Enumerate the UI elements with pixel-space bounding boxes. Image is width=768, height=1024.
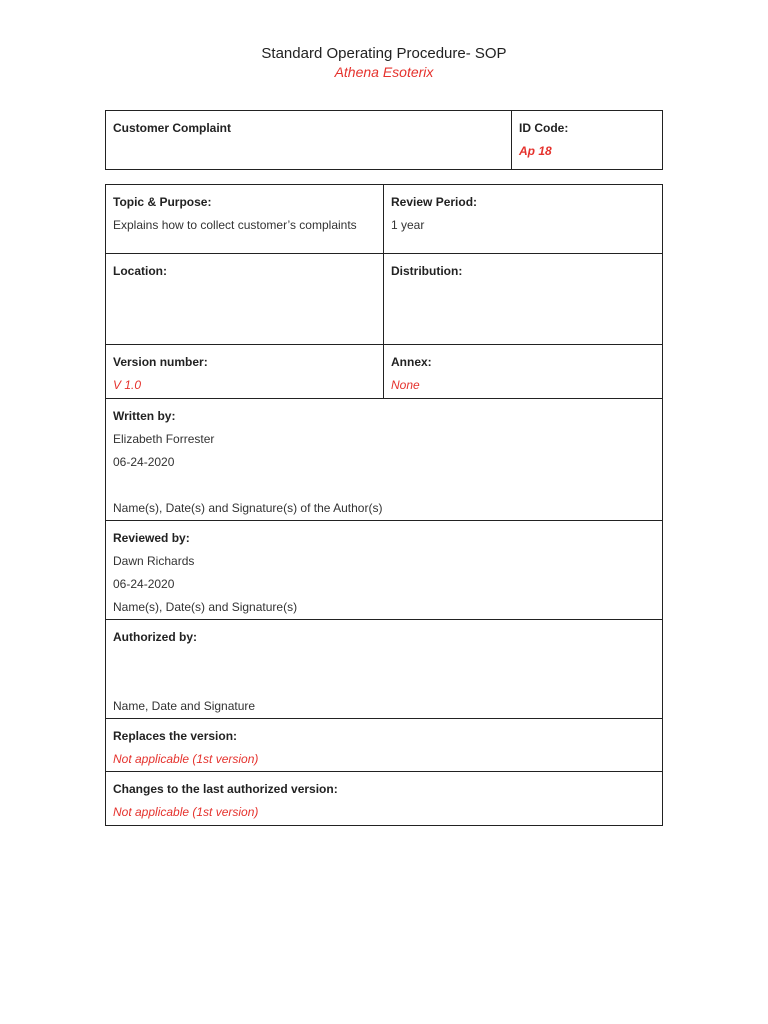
changes-cell: [106, 772, 663, 826]
changes-label: Changes to the last authorized version:: [113, 782, 338, 796]
authorized-by-cell: [106, 620, 663, 719]
replaces-version-cell: [106, 719, 663, 772]
reviewed-by-caption: Name(s), Date(s) and Signature(s): [113, 600, 298, 614]
reviewed-by-name: Dawn Richards: [113, 554, 195, 568]
title-block-table: [105, 110, 663, 170]
id-code-label: ID Code:: [519, 121, 569, 135]
annex-value: None: [391, 378, 420, 392]
written-by-label: Written by:: [113, 409, 176, 423]
changes-value: Not applicable (1st version): [113, 805, 259, 819]
written-by-spacer: [113, 474, 655, 497]
written-by-date: 06-24-2020: [113, 455, 175, 469]
written-by-cell: [106, 399, 663, 521]
company-name: Athena Esoterix: [334, 64, 434, 80]
document-title: Standard Operating Procedure- SOP: [261, 45, 507, 62]
reviewed-by-label: Reviewed by:: [113, 531, 190, 545]
authorized-by-label: Authorized by:: [113, 630, 197, 644]
written-by-caption: Name(s), Date(s) and Signature(s) of the Author(s): [113, 501, 383, 515]
location-cell: [106, 254, 384, 345]
reviewed-by-cell: [106, 521, 663, 620]
replaces-version-label: Replaces the version:: [113, 729, 238, 743]
topic-purpose-cell: [106, 185, 384, 254]
topic-purpose-value: Explains how to collect customer’s complaints: [113, 218, 357, 232]
distribution-label: Distribution:: [391, 264, 463, 278]
annex-label: Annex:: [391, 355, 432, 369]
review-period-label: Review Period:: [391, 195, 478, 209]
version-cell: [106, 345, 384, 399]
version-label: Version number:: [113, 355, 208, 369]
authorized-by-caption: Name, Date and Signature: [113, 699, 256, 713]
procedure-name: Customer Complaint: [113, 121, 232, 135]
authorized-by-spacer: [113, 649, 655, 695]
written-by-name: Elizabeth Forrester: [113, 432, 215, 446]
location-label: Location:: [113, 264, 167, 278]
distribution-cell: [384, 254, 663, 345]
replaces-version-value: Not applicable (1st version): [113, 752, 259, 766]
procedure-name-cell: [106, 111, 512, 170]
annex-cell: [384, 345, 663, 399]
sop-details-table: [105, 184, 663, 826]
review-period-value: 1 year: [391, 218, 425, 232]
id-code-cell: [512, 111, 663, 170]
review-period-cell: [384, 185, 663, 254]
topic-purpose-label: Topic & Purpose:: [113, 195, 212, 209]
reviewed-by-date: 06-24-2020: [113, 577, 175, 591]
id-code-value: Ap 18: [519, 144, 552, 158]
version-value: V 1.0: [113, 378, 142, 392]
